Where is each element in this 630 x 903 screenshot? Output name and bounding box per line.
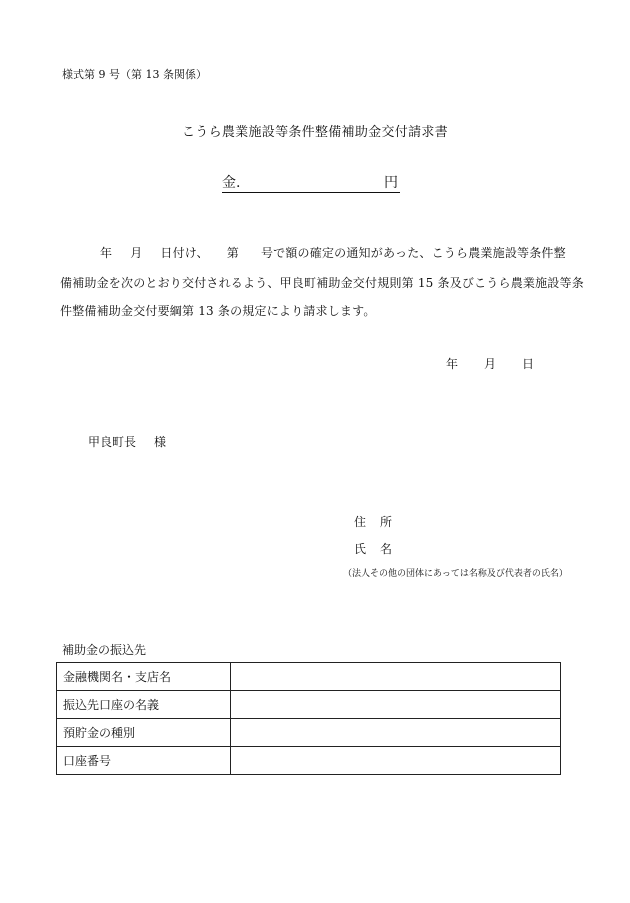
page-title: こうら農業施設等条件整備補助金交付請求書 <box>181 125 448 140</box>
bank-field-value[interactable] <box>231 663 561 691</box>
body-line-1 <box>60 244 566 261</box>
table-row <box>57 719 561 747</box>
bank-field-value[interactable] <box>231 719 561 747</box>
amount-suffix: 円 <box>384 175 398 191</box>
addressee-honorific: 様 <box>154 435 167 449</box>
body-day: 日付け、 <box>160 246 209 260</box>
body-dai: 第 <box>226 246 239 260</box>
name-char-1: 氏 <box>354 542 367 556</box>
address-char-2: 所 <box>380 515 393 529</box>
table-row <box>57 663 561 691</box>
body-line-1-rest: 号で額の確定の通知があった、こうら農業施設等条件整 <box>260 246 566 260</box>
bank-field-label: 口座番号 <box>57 747 231 775</box>
addressee <box>88 433 166 450</box>
applicant-name-label <box>354 540 392 557</box>
address-char-1: 住 <box>354 515 367 529</box>
bank-field-value[interactable] <box>231 691 561 719</box>
body-year: 年 <box>100 246 113 260</box>
bank-section-title: 補助金の振込先 <box>62 643 147 657</box>
request-date <box>446 355 534 372</box>
date-year: 年 <box>446 357 459 371</box>
body-line-2: 備補助金を次のとおり交付されるよう、甲良町補助金交付規則第 15 条及びこうら農業施設等条 <box>60 276 584 290</box>
addressee-name: 甲良町長 <box>88 435 137 449</box>
bank-field-label: 金融機関名・支店名 <box>57 663 231 691</box>
amount-prefix: 金. <box>222 175 241 191</box>
applicant-address-label <box>354 513 392 530</box>
applicant-note: （法人その他の団体にあっては名称及び代表者の氏名） <box>343 569 568 579</box>
body-month: 月 <box>130 246 143 260</box>
bank-field-label: 振込先口座の名義 <box>57 691 231 719</box>
body-line-3: 件整備補助金交付要綱第 13 条の規定により請求します。 <box>60 304 376 318</box>
date-day: 日 <box>522 357 535 371</box>
amount-field[interactable] <box>222 172 400 193</box>
name-char-2: 名 <box>380 542 393 556</box>
bank-field-label: 預貯金の種別 <box>57 719 231 747</box>
table-row <box>57 747 561 775</box>
bank-field-value[interactable] <box>231 747 561 775</box>
bank-table <box>56 662 561 775</box>
date-month: 月 <box>484 357 497 371</box>
table-row <box>57 691 561 719</box>
form-number: 様式第 9 号（第 13 条関係） <box>62 68 207 81</box>
